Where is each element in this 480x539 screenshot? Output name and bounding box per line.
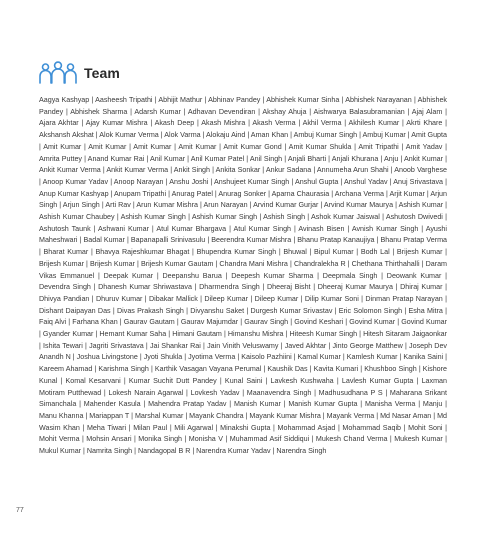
section-title: Team [84, 64, 120, 81]
page-number: 77 [16, 507, 24, 514]
team-names-list: Aagya Kashyap | Aasheesh Tripathi | Abhijit Mathur | Abhinav Pandey | Abhishek Kumar Sinha | Abhishek Narayanan | Abhishek Pandey | Abhishek Sharma | Adarsh Kumar | Adhavan Devendiran | Akshay Ahuja | Aishwarya Balasubramanian | Ajaj Alam | Ajara Akhtar | Ajay Kumar Mishra | Akash Deep | Akash Mishra | Akash Verma | Akhil Verma | Akhilesh Kumar | Akrti Khare | Akshansh Akshat | Alok Kumar Verma | Alok Varma | Alokaju Aind | Aman Khan | Ambuj Kumar Singh | Ambuj Kumar | Amit Gupta | Amit Kumar | Amit Kumar | Amit Kumar | Amit Kumar | Amit Kumar Gond | Amit Kumar Shukla | Amit Tripathi | Amit Yadav | Amrita Puttey | Anand Kumar Rai | Anil Kumar | Anil Kumar Patel | Anil Singh | Anjali Bharti | Anjali Khurana | Anju | Ankit Kumar | Ankit Kumar Verma | Ankit Kumar Verma | Ankit Singh | Ankita Sonkar | Ankur Sadana | Annumeha Arun Shahi | Anoob Varghese | Anoop Kumar Yadav | Anoop Narayan | Anshu Joshi | Anshujeet Kumar Singh | Anshul Gupta | Anshul Yadav | Anuj Srivastava | Anup Kumar Kashyap | Anupam Tripathi | Anurag Patel | Anurag Sonker | Aparna Chaurasia | Archana Verma | Arjit Kumar | Arjun Singh | Arjun Singh | Arti Rav | Arun Kumar Mishra | Arun Narayan | Arvind Kumar Gurjar | Arvind Kumar Maurya | Ashish Kumar | Ashish Kumar Chaubey | Ashish Kumar Singh | Ashish Kumar Singh | Ashish Singh | Ashok Kumar Jaiswal | Ashutosh Dwivedi | Ashutosh Taunk | Ashwani Kumar | Atul Kumar Bhargava | Atul Kumar Singh | Avinash Bisen | Avnish Kumar Singh | Ayushi Maheshwari | Badal Kumar | Bapanapalli Srinivasulu | Beerendra Kumar Mishra | Bhanu Pratap Kanaujiya | Bhanu Pratap Verma | Bharat Kumar | Bhavya Rajeshkumar Bhagat | Bhupendra Kumar Singh | Bhuwal | Bipul Kumar | Bodh Lal | Brijesh Kumar | Brijesh Kumar | Brijesh Kumar | Brijesh Kumar Gautam | Chandra Mani Mishra | Chandralekha R | Chethana Thirthahalli | Daram Vikas Emmanuel | Deepak Kumar | Deepanshu Barua | Deepesh Kumar Sharma | Deepmala Singh | Deowank Kumar | Devendra Singh | Dhanesh Kumar Shriwastava | Dharmendra Singh | Dheeraj Bisht | Dheeraj Kumar Maurya | Dhiraj Kumar | Dhivya Pandian | Dhuruv Kumar | Dibakar Mallick | Dileep Kumar | Dileep Kumar | Dilip Kumar Soni | Dinman Pratap Narayan | Dishant Daipayan Das | Divas Prakash Singh | Divyanshu Saket | Durgesh Kumar Srivastav | Eric Solomon Singh | Esha Mitra | Faiq Alvi | Farhana Khan | Gaurav Gautam | Gaurav Majumdar | Gaurav Singh | Govind Keshari | Govind Kumar | Govind Kumar | Gyander Kumar | Hemant Kumar Saha | Himani Gautam | Himanshu Mishra | Hiteesh Kumar Singh | Hitesh Sitaram Jaigaonkar | Ishita Tewari | Jagriti Srivastava | Jai Shankar Rai | Jain Vinith Veluswamy | Javed Akhtar | Jinto George Matthew | Joseph Dev Anandh N | Joshua Livingstone | Jyoti Shukla | Jyotima Verma | Kaisolo Pazhiini | Kamal Kumar | Kamlesh Kumar | Kanika Saini | Kareem Ahamad | Karishma Singh | Karthik Vasagan Vayana Perumal | Kaushik Das | Kavita Kumari | Khushboo Singh | Kishore Kunal | Komal Kesarvani | Kumar Suchit Dutt Pandey | Kunal Saini | Lavkesh Kushwaha | Lavlesh Kumar Gupta | Laxman Motiram Putthewad | Lokesh Narain Agarwal | Lovkesh Yadav | Maanavendra Singh | Madhusudhana P S | Maharana Srikant Simanchala | Mahender Kasula | Mahendra Pratap Yadav | Manish Kumar | Manish Kumar Gupta | Manisha Verma | Manju | Manu Khanna | Mariappan T | Marshal Kumar | Mayank Chandra | Mayank Kumar Mishra | Mayank Verma | Md Nasar Aman | Md Wasim Khan | Meha Tiwari | Milan Paul | Mili Agarwal | Minakshi Gupta | Mohammad Asjad | Mohammad Saqib | Mohit Soni | Mohit Verma | Mohsin Ansari | Monika Singh | Monisha V | Muhammad Asif Siddiqui | Mukesh Chand Verma | Mukesh Kumar | Mukul Kumar | Namrita Singh | Nandagopal B R | Narendra Kumar Yadav | Narendra Singh [39, 96, 448, 456]
team-people-icon [38, 59, 78, 86]
team-section-header [38, 59, 120, 86]
